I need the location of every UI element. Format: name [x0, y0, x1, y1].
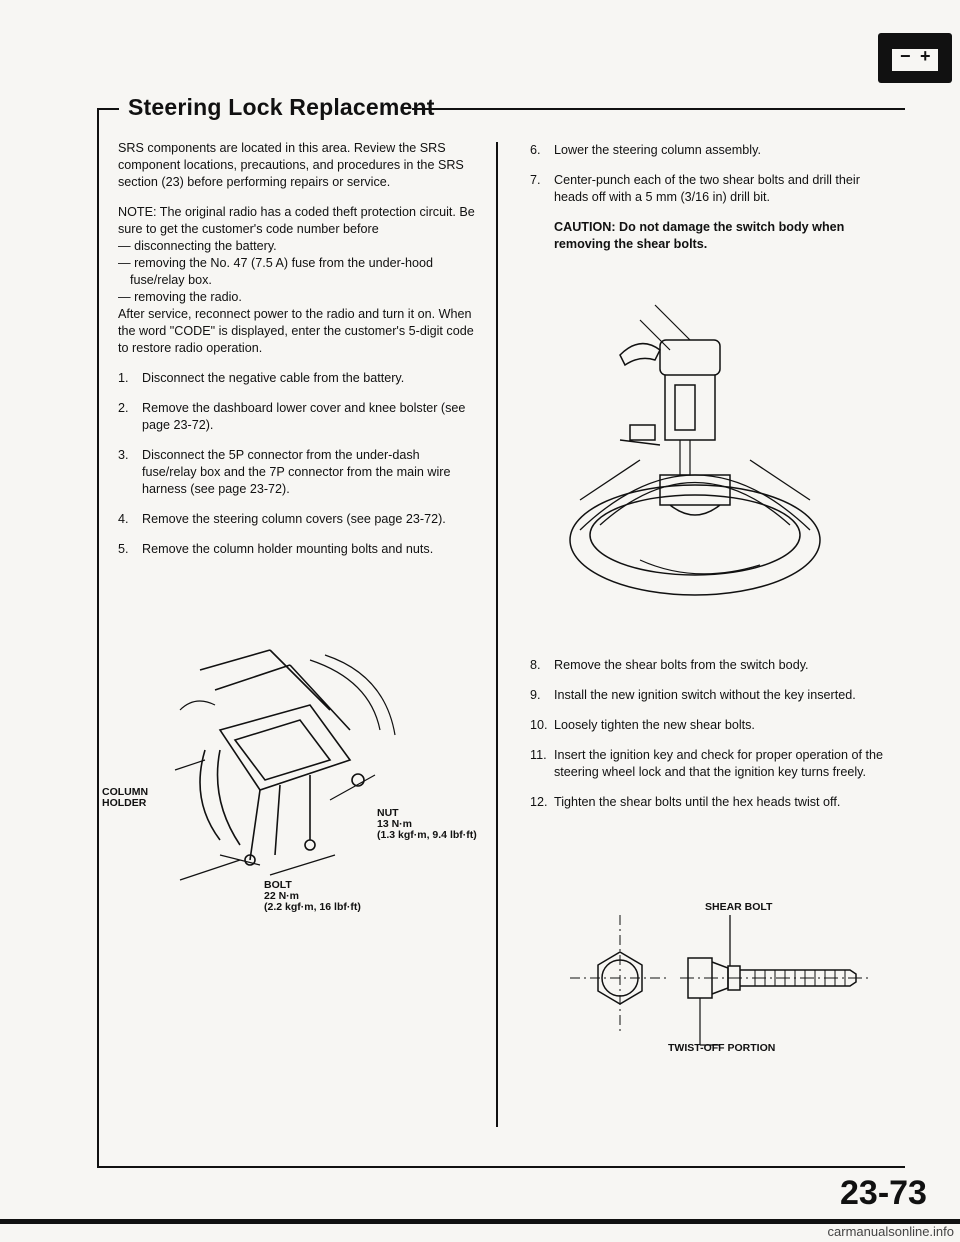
twist-off-portion-label: TWIST-OFF PORTION: [668, 1042, 776, 1054]
label-line: BOLT: [264, 879, 292, 891]
bolt-torque-label: [264, 880, 361, 913]
step-number: 5.: [118, 542, 129, 556]
battery-minus-sign: −: [900, 46, 911, 66]
step-10: [530, 717, 892, 734]
step-5: [118, 541, 476, 558]
drill-steering-wheel-illustration: [560, 300, 830, 600]
label-line: HOLDER: [102, 797, 147, 809]
step-text: Remove the steering column covers (see page 23-72).: [142, 512, 446, 526]
nut-torque-label: [377, 808, 477, 841]
label-line: 22 N·m: [264, 890, 300, 902]
step-7: [530, 172, 892, 206]
label-line: 13 N·m: [377, 818, 413, 830]
step-text: Install the new ignition switch without the key inserted.: [554, 688, 856, 702]
footer-watermark-url: carmanualsonline.info: [827, 1224, 954, 1239]
step-number: 7.: [530, 173, 541, 187]
shear-bolt-illustration: [560, 910, 880, 1050]
frame-rule-top-left: [97, 108, 119, 110]
battery-icon: [878, 33, 952, 83]
frame-rule-left: [97, 108, 99, 1168]
column-divider: [496, 142, 498, 1127]
step-9: [530, 687, 892, 704]
shear-bolt-label: SHEAR BOLT: [705, 901, 773, 913]
step-number: 12.: [530, 795, 548, 809]
step-text: Tighten the shear bolts until the hex heads twist off.: [554, 795, 841, 809]
note-item: — disconnecting the battery.: [118, 239, 277, 253]
caution-note: CAUTION: Do not damage the switch body when removing the shear bolts.: [554, 220, 845, 251]
step-number: 10.: [530, 718, 548, 732]
right-column-top: [530, 142, 892, 253]
step-1: [118, 370, 476, 387]
step-2: [118, 400, 476, 434]
left-column: [118, 140, 476, 571]
step-8: [530, 657, 892, 674]
step-number: 9.: [530, 688, 541, 702]
label-line: NUT: [377, 807, 399, 819]
step-text: Loosely tighten the new shear bolts.: [554, 718, 755, 732]
label-line: COLUMN: [102, 786, 149, 798]
step-number: 1.: [118, 371, 129, 385]
step-12: [530, 794, 892, 811]
note-item: — removing the radio.: [118, 290, 242, 304]
note-intro: NOTE: The original radio has a coded theft protection circuit. Be sure to get the customer's code number before: [118, 205, 475, 236]
label-line: (2.2 kgf·m, 16 lbf·ft): [264, 901, 361, 913]
step-text: Disconnect the 5P connector from the under-dash fuse/relay box and the 7P connector from the main wire harness (see page 23-72).: [142, 448, 451, 496]
step-11: [530, 747, 892, 781]
battery-plus-sign: +: [920, 46, 931, 66]
step-text: Center-punch each of the two shear bolts and drill their heads off with a 5 mm (3/16 in) drill bit.: [554, 173, 860, 204]
step-text: Lower the steering column assembly.: [554, 143, 761, 157]
step-text: Remove the column holder mounting bolts and nuts.: [142, 542, 434, 556]
frame-rule-top-right: [412, 108, 905, 110]
column-holder-illustration: [160, 650, 420, 880]
step-text: Remove the shear bolts from the switch body.: [554, 658, 809, 672]
right-column-bottom: [530, 657, 892, 824]
note-item: — removing the No. 47 (7.5 A) fuse from the under-hood fuse/relay box.: [118, 256, 434, 287]
note-after: After service, reconnect power to the radio and turn it on. When the word "CODE" is displayed, enter the customer's 5-digit code to restore radio operation.: [118, 307, 474, 355]
srs-notice: SRS components are located in this area. Review the SRS component locations, precautions, and procedures in the SRS section (23) before performing repairs or service.: [118, 141, 464, 189]
step-number: 2.: [118, 401, 129, 415]
footer-rule: [0, 1219, 960, 1224]
step-number: 6.: [530, 143, 541, 157]
radio-note: [118, 204, 476, 357]
page-number: 23-73: [840, 1174, 927, 1212]
column-holder-label: [102, 787, 148, 809]
step-4: [118, 511, 476, 528]
page-title: Steering Lock Replacement: [128, 94, 435, 120]
step-number: 8.: [530, 658, 541, 672]
label-line: (1.3 kgf·m, 9.4 lbf·ft): [377, 829, 477, 841]
step-6: [530, 142, 892, 159]
step-text: Disconnect the negative cable from the battery.: [142, 371, 405, 385]
step-text: Insert the ignition key and check for proper operation of the steering wheel lock and that the ignition key turns freely.: [554, 748, 884, 779]
step-text: Remove the dashboard lower cover and knee bolster (see page 23-72).: [142, 401, 466, 432]
step-number: 11.: [530, 748, 547, 762]
frame-rule-bottom: [97, 1166, 905, 1168]
step-number: 4.: [118, 512, 129, 526]
step-3: [118, 447, 476, 498]
step-number: 3.: [118, 448, 129, 462]
